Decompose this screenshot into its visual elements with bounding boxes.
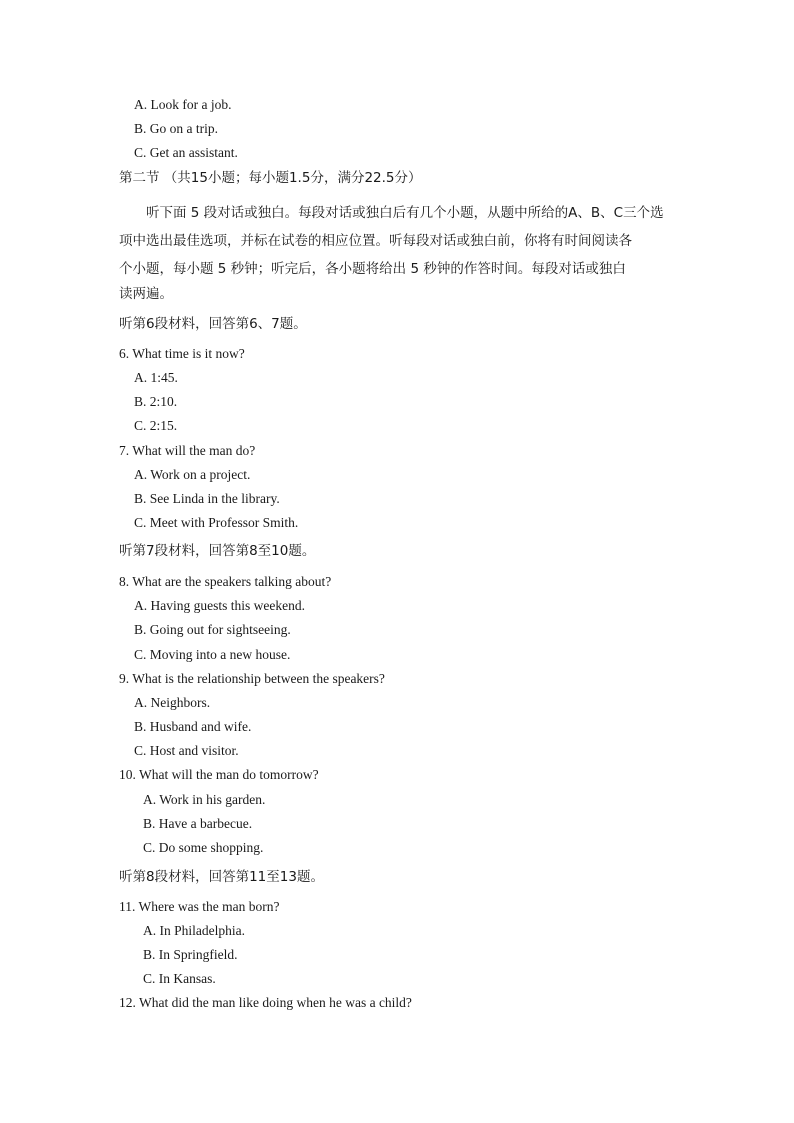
question-stem: 12. What did the man like doing when he was a child? [119,995,412,1010]
option-b: B. Have a barbecue. [143,816,253,831]
option-b: B. In Springfield. [143,947,238,962]
option-a: A. Work in his garden. [143,792,266,807]
question-stem: 7. What will the man do? [119,443,256,458]
instructions-line-4: 读两遍。 [119,286,173,302]
question-stem: 10. What will the man do tomorrow? [119,767,319,782]
option-c: C. 2:15. [134,418,178,433]
option-c: C. Moving into a new house. [134,647,291,662]
option-a: A. Neighbors. [134,695,211,710]
option-c: C. Meet with Professor Smith. [134,515,299,530]
instructions-line-1: 听下面 5 段对话或独白。每段对话或独白后有几个小题，从题中所给的A、B、C三个选 [146,205,664,221]
option-a: A. In Philadelphia. [143,923,245,938]
option-a: A. Work on a project. [134,467,251,482]
group-title: 听第7段材料，回答第8至10题。 [119,543,316,559]
option-c: C. In Kansas. [143,971,216,986]
instructions-line-3: 个小题，每小题 5 秒钟；听完后，各小题将给出 5 秒钟的作答时间。每段对话或独白 [119,261,626,277]
prev-option-a: A. Look for a job. [134,97,232,112]
option-b: B. Husband and wife. [134,719,252,734]
instructions-line-2: 项中选出最佳选项，并标在试卷的相应位置。听每段对话或独白前，你将有时间阅读各 [119,233,632,249]
option-b: B. Going out for sightseeing. [134,622,291,637]
option-a: A. Having guests this weekend. [134,598,305,613]
section-heading: 第二节 （共15小题；每小题1.5分，满分22.5分） [119,170,422,186]
question-stem: 6. What time is it now? [119,346,245,361]
option-c: C. Do some shopping. [143,840,264,855]
question-stem: 8. What are the speakers talking about? [119,574,332,589]
option-c: C. Host and visitor. [134,743,239,758]
question-stem: 9. What is the relationship between the speakers? [119,671,385,686]
prev-option-c: C. Get an assistant. [134,145,238,160]
prev-option-b: B. Go on a trip. [134,121,218,136]
option-a: A. 1:45. [134,370,178,385]
group-title: 听第6段材料，回答第6、7题。 [119,316,307,332]
group-title: 听第8段材料，回答第11至13题。 [119,869,324,885]
question-stem: 11. Where was the man born? [119,899,280,914]
option-b: B. 2:10. [134,394,178,409]
option-b: B. See Linda in the library. [134,491,280,506]
